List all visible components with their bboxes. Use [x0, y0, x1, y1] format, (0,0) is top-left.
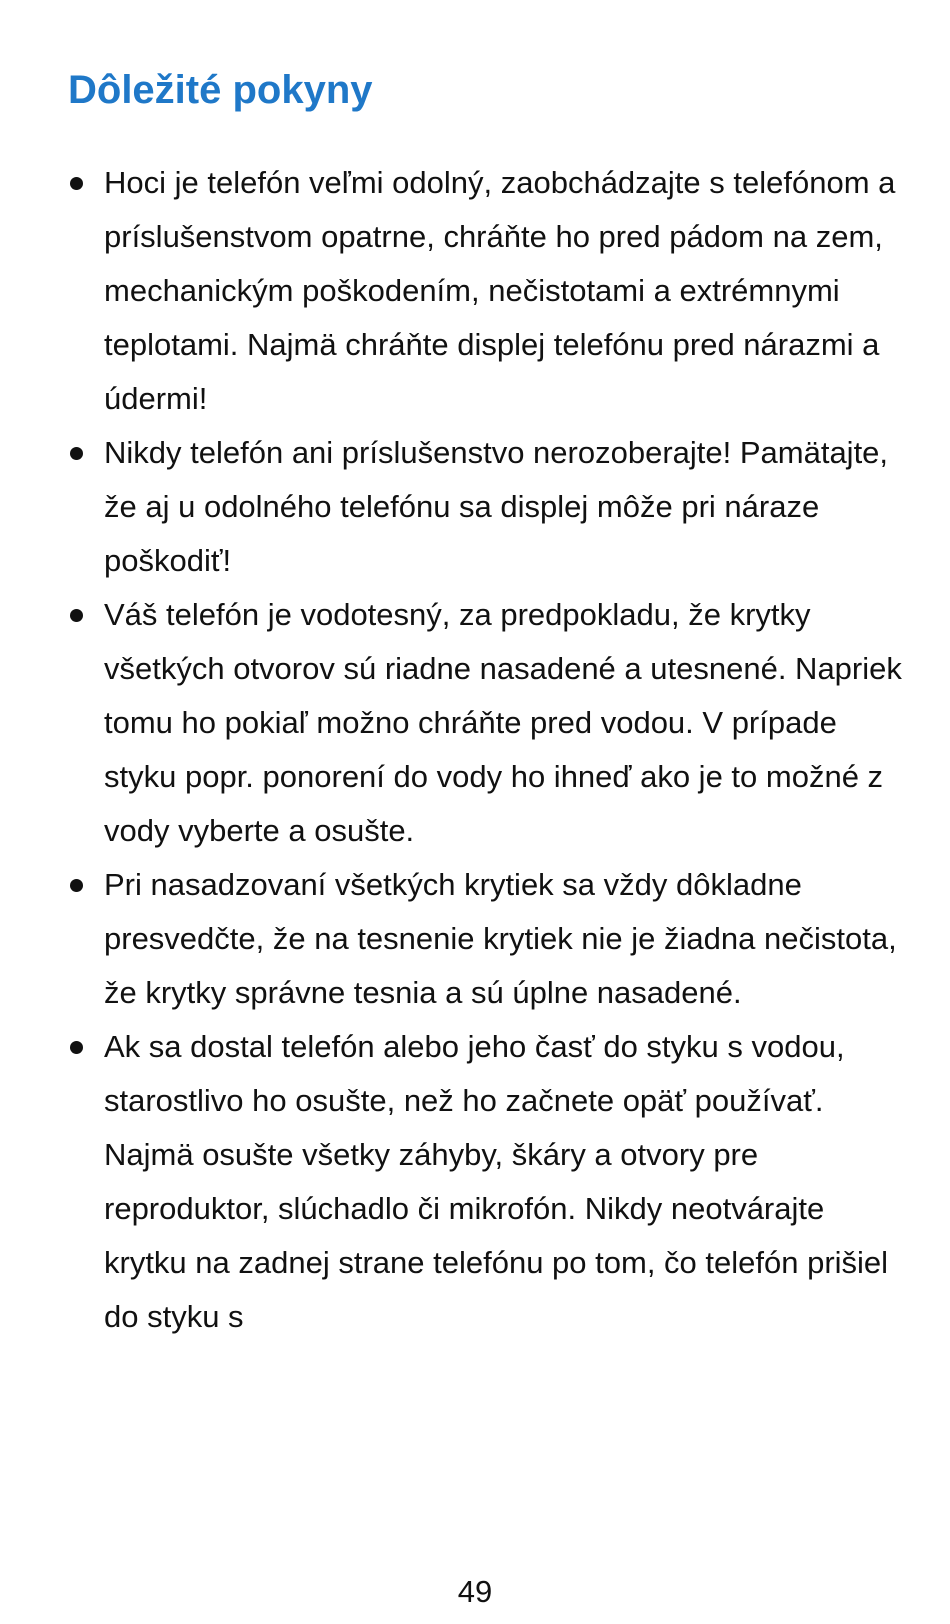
list-item — [64, 1020, 904, 1344]
list-item — [64, 426, 904, 588]
list-item-text: Hoci je telefón veľmi odolný, zaobchádzajte s telefónom a príslušenstvom opatrne, chráňte ho pred pádom na zem, mechanickým poškodením, nečistotami a extrémnymi teplotami. Najmä chráňte displej telefónu pred nárazmi a údermi! — [104, 165, 896, 416]
bullet-icon — [70, 177, 83, 190]
list-item — [64, 858, 904, 1020]
bullet-icon — [70, 879, 83, 892]
page-number: 49 — [457, 1574, 493, 1609]
list-item-text: Pri nasadzovaní všetkých krytiek sa vždy dôkladne presvedčte, že na tesnenie krytiek nie je žiadna nečistota, že krytky správne tesnia a sú úplne nasadené. — [104, 867, 897, 1010]
list-item — [64, 588, 904, 858]
bullet-icon — [70, 609, 83, 622]
bullet-icon — [70, 447, 83, 460]
list-item-text: Nikdy telefón ani príslušenstvo nerozoberajte! Pamätajte, že aj u odolného telefónu sa displej môže pri náraze poškodiť! — [104, 435, 889, 578]
bullet-icon — [70, 1041, 83, 1054]
list-item-text: Váš telefón je vodotesný, za predpokladu, že krytky všetkých otvorov sú riadne nasadené a utesnené. Napriek tomu ho pokiaľ možno chráňte pred vodou. V prípade styku popr. ponorení do vody ho ihneď ako je to možné z vody vyberte a osušte. — [104, 597, 902, 848]
page-title: Dôležité pokyny — [68, 68, 373, 112]
list-item-text: Ak sa dostal telefón alebo jeho časť do styku s vodou, starostlivo ho osušte, než ho začnete opäť používať. Najmä osušte všetky záhyby, škáry a otvory pre reproduktor, slúchadlo či mikrofón. Nikdy neotvárajte krytku na zadnej strane telefónu po tom, čo telefón prišiel do styku s — [104, 1029, 889, 1334]
list-item — [64, 156, 904, 426]
instructions-list — [64, 156, 904, 1344]
